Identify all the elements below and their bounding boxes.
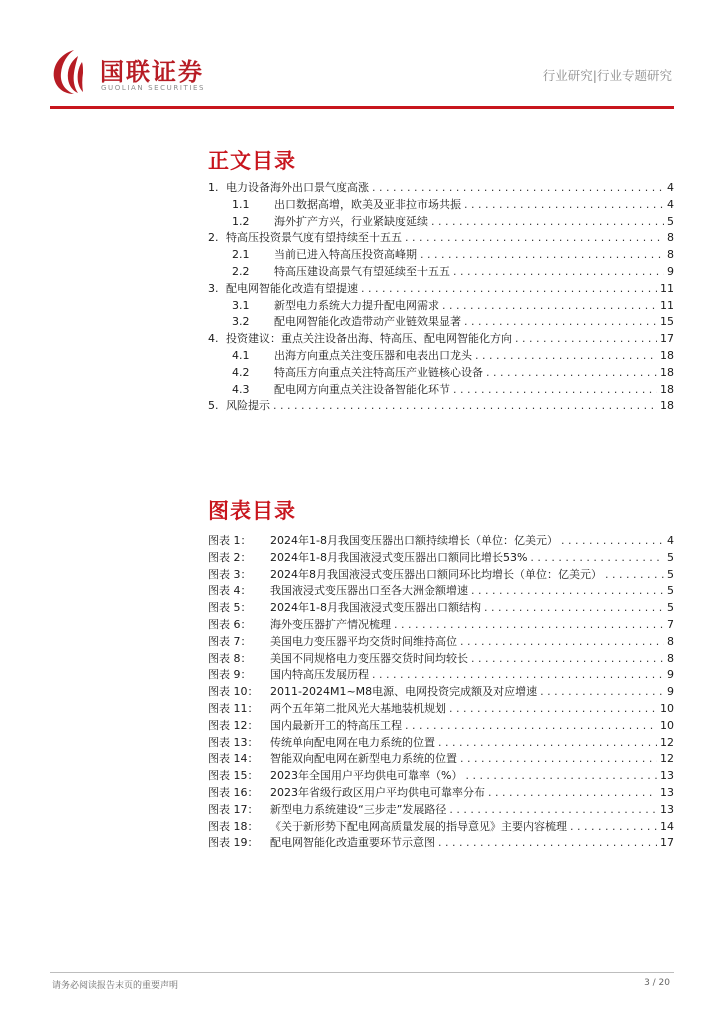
figure-item[interactable] xyxy=(208,684,674,701)
toc-item-number: 5. xyxy=(208,399,219,413)
figure-item-page: 10 xyxy=(660,718,674,732)
figure-item-page: 4 xyxy=(667,534,674,547)
toc-item-number: 1. xyxy=(208,181,219,194)
figure-item-number: 图表 7： xyxy=(208,634,252,648)
toc-item-page: 4 xyxy=(667,181,674,194)
toc-item[interactable] xyxy=(208,298,674,315)
toc-item[interactable] xyxy=(208,264,674,281)
figure-item[interactable] xyxy=(208,701,674,718)
toc-leader xyxy=(431,214,664,231)
figure-item-number: 图表 19： xyxy=(208,836,259,850)
figure-leader xyxy=(471,583,664,600)
toc-item[interactable] xyxy=(208,214,674,231)
toc-item-page: 18 xyxy=(660,382,674,396)
figure-list xyxy=(208,533,674,852)
figure-leader xyxy=(394,617,664,634)
toc-item-number: 2. xyxy=(208,231,219,245)
figure-leader xyxy=(484,600,664,617)
toc-item-number: 4.3 xyxy=(232,382,250,396)
toc-item-title: 出口数据高增，欧美及亚非拉市场共振 xyxy=(274,197,461,211)
toc-item-number: 2.1 xyxy=(232,248,250,262)
toc-item-title: 特高压方向重点关注特高压产业链核心设备 xyxy=(274,365,483,379)
figure-item-title: 国内特高压发展历程 xyxy=(270,668,369,682)
figure-item-number: 图表 2： xyxy=(208,550,252,564)
page-header xyxy=(0,0,724,112)
figure-item[interactable] xyxy=(208,751,674,768)
toc-list xyxy=(208,180,674,415)
toc-title: 正文目录 xyxy=(208,149,296,173)
figure-item-title: 美国不同规格电力变压器交货时间均较长 xyxy=(270,651,468,665)
figure-item-number: 图表 16： xyxy=(208,785,259,799)
figure-item-title: 智能双向配电网在新型电力系统的位置 xyxy=(270,752,457,766)
toc-item-title: 新型电力系统大力提升配电网需求 xyxy=(274,298,439,312)
toc-item-title: 出海方向重点关注变压器和电表出口龙头 xyxy=(274,348,472,362)
toc-item[interactable] xyxy=(208,197,674,214)
figure-item-title: 海外变压器扩产情况梳理 xyxy=(270,617,391,631)
logo-text-cn: 国联证券 xyxy=(100,58,204,86)
figure-item-page: 13 xyxy=(660,785,674,799)
figure-item-number: 图表 10： xyxy=(208,685,259,699)
toc-item-title: 风险提示 xyxy=(226,399,270,413)
figure-item-number: 图表 14： xyxy=(208,752,259,766)
figure-item-title: 《关于新形势下配电网高质量发展的指导意见》主要内容梳理 xyxy=(270,819,567,833)
toc-item-page: 11 xyxy=(660,298,674,312)
figure-leader xyxy=(488,785,657,802)
figure-item-number: 图表 13： xyxy=(208,735,259,749)
toc-item-page: 18 xyxy=(660,399,674,413)
figure-leader xyxy=(561,533,664,550)
toc-item-page: 18 xyxy=(660,365,674,379)
toc-item-title: 特高压投资景气度有望持续至十五五 xyxy=(226,231,402,245)
figure-item-number: 图表 15： xyxy=(208,769,259,783)
figure-leader xyxy=(605,567,664,584)
figure-item-page: 13 xyxy=(660,769,674,783)
figure-item-page: 14 xyxy=(660,819,674,833)
logo-icon xyxy=(48,48,92,96)
toc-item[interactable] xyxy=(208,180,674,197)
figure-item-title: 传统单向配电网在电力系统的位置 xyxy=(270,735,435,749)
report-category: 行业研究|行业专题研究 xyxy=(542,68,672,83)
figure-item-page: 5 xyxy=(667,601,674,615)
toc-item-page: 9 xyxy=(667,264,674,278)
toc-item[interactable] xyxy=(208,331,674,348)
toc-item[interactable] xyxy=(208,398,674,415)
figure-item-number: 图表 5： xyxy=(208,601,252,615)
figure-item-number: 图表 11： xyxy=(208,701,259,715)
footer-divider xyxy=(50,972,674,973)
figure-leader xyxy=(438,735,657,752)
toc-item[interactable] xyxy=(208,365,674,382)
toc-item[interactable] xyxy=(208,247,674,264)
toc-item-number: 4. xyxy=(208,332,219,346)
figure-leader xyxy=(570,819,657,836)
figure-item-page: 13 xyxy=(660,802,674,816)
footer-disclaimer: 请务必阅读报告末页的重要声明 xyxy=(52,981,179,991)
figure-leader xyxy=(465,768,657,785)
figure-item-page: 5 xyxy=(667,550,674,564)
toc-item[interactable] xyxy=(208,382,674,399)
toc-item-page: 18 xyxy=(660,348,674,362)
figure-item-page: 12 xyxy=(660,735,674,749)
figure-item-title: 两个五年第二批风光大基地装机规划 xyxy=(270,701,446,715)
toc-leader xyxy=(273,398,657,415)
figure-item-page: 5 xyxy=(667,584,674,598)
logo-text-en: GUOLIAN SECURITIES xyxy=(101,84,206,92)
toc-leader xyxy=(442,298,657,315)
figure-item-title: 2024年1-8月我国变压器出口额持续增长（单位：亿美元） xyxy=(270,534,558,547)
figure-item[interactable] xyxy=(208,567,674,584)
figure-item-title: 美国电力变压器平均交货时间维持高位 xyxy=(270,634,457,648)
toc-item-title: 配电网智能化改造带动产业链效果显著 xyxy=(274,315,461,329)
toc-item-number: 2.2 xyxy=(232,264,250,278)
figure-item[interactable] xyxy=(208,617,674,634)
figure-item[interactable] xyxy=(208,835,674,852)
toc-item-page: 11 xyxy=(660,281,674,295)
figure-item[interactable] xyxy=(208,735,674,752)
figure-item[interactable] xyxy=(208,667,674,684)
figure-item-page: 17 xyxy=(660,836,674,850)
figure-item-page: 10 xyxy=(660,701,674,715)
figure-item[interactable] xyxy=(208,819,674,836)
figure-item-title: 2024年1-8月我国液浸式变压器出口额同比增长53% xyxy=(270,550,528,564)
figure-item-number: 图表 12： xyxy=(208,718,259,732)
toc-item-page: 5 xyxy=(667,214,674,228)
toc-item-title: 投资建议：重点关注设备出海、特高压、配电网智能化方向 xyxy=(226,332,512,346)
toc-leader xyxy=(515,331,657,348)
toc-leader xyxy=(486,365,657,382)
toc-leader xyxy=(475,348,657,365)
toc-item-page: 8 xyxy=(667,248,674,262)
figure-item-title: 2023年省级行政区用户平均供电可靠率分布 xyxy=(270,785,485,799)
figure-leader xyxy=(530,550,664,567)
toc-item-number: 3.1 xyxy=(232,298,250,312)
figure-item-title: 国内最新开工的特高压工程 xyxy=(270,718,402,732)
figure-leader xyxy=(449,802,657,819)
figure-item[interactable] xyxy=(208,634,674,651)
toc-item-number: 1.2 xyxy=(232,214,250,228)
toc-item-page: 4 xyxy=(667,197,674,211)
toc-item[interactable] xyxy=(208,348,674,365)
toc-item-number: 1.1 xyxy=(232,197,250,211)
figure-list-title: 图表目录 xyxy=(208,499,296,523)
toc-leader xyxy=(453,382,657,399)
toc-item-page: 8 xyxy=(667,231,674,245)
toc-item-title: 海外扩产方兴，行业紧缺度延续 xyxy=(274,214,428,228)
figure-item-number: 图表 4： xyxy=(208,584,252,598)
toc-leader xyxy=(464,197,664,214)
figure-item-page: 12 xyxy=(660,752,674,766)
figure-leader xyxy=(471,651,664,668)
toc-item-title: 配电网智能化改造有望提速 xyxy=(226,281,358,295)
figure-item-page: 9 xyxy=(667,685,674,699)
toc-item-page: 17 xyxy=(660,332,674,346)
figure-item[interactable] xyxy=(208,768,674,785)
toc-item-page: 15 xyxy=(660,315,674,329)
figure-item-page: 5 xyxy=(667,567,674,581)
figure-leader xyxy=(405,718,657,735)
figure-item-page: 8 xyxy=(667,651,674,665)
company-logo xyxy=(48,48,288,104)
figure-item-title: 2023年全国用户平均供电可靠率（%） xyxy=(270,769,463,783)
toc-item-title: 当前已进入特高压投资高峰期 xyxy=(274,248,417,262)
figure-item[interactable] xyxy=(208,802,674,819)
figure-leader xyxy=(540,684,664,701)
toc-item-title: 配电网方向重点关注设备智能化环节 xyxy=(274,382,450,396)
figure-item[interactable] xyxy=(208,583,674,600)
toc-item-title: 电力设备海外出口景气度高涨 xyxy=(226,181,369,194)
toc-leader xyxy=(464,314,657,331)
header-divider xyxy=(50,106,674,109)
toc-item-number: 4.2 xyxy=(232,365,250,379)
toc-leader xyxy=(420,247,664,264)
figure-leader xyxy=(449,701,657,718)
figure-item-number: 图表 6： xyxy=(208,617,252,631)
toc-leader xyxy=(372,180,664,197)
toc-item-title: 特高压建设高景气有望延续至十五五 xyxy=(274,264,450,278)
figure-item[interactable] xyxy=(208,600,674,617)
toc-item-number: 3. xyxy=(208,281,219,295)
figure-leader xyxy=(438,835,657,852)
figure-leader xyxy=(460,634,664,651)
figure-item-title: 2011-2024M1~M8电源、电网投资完成额及对应增速 xyxy=(270,685,538,699)
toc-item[interactable] xyxy=(208,314,674,331)
figure-item-title: 2024年8月我国液浸式变压器出口额同环比均增长（单位：亿美元） xyxy=(270,567,602,581)
figure-item-number: 图表 3： xyxy=(208,567,252,581)
figure-item[interactable] xyxy=(208,550,674,567)
figure-item-page: 9 xyxy=(667,668,674,682)
figure-item-number: 图表 17： xyxy=(208,802,259,816)
figure-item[interactable] xyxy=(208,718,674,735)
toc-leader xyxy=(453,264,664,281)
toc-leader xyxy=(361,281,657,298)
figure-item-page: 8 xyxy=(667,634,674,648)
figure-item-title: 配电网智能化改造重要环节示意图 xyxy=(270,836,435,850)
figure-item-number: 图表 1： xyxy=(208,534,252,547)
toc-item[interactable] xyxy=(208,281,674,298)
toc-item-number: 3.2 xyxy=(232,315,250,329)
toc-leader xyxy=(405,230,664,247)
figure-item-number: 图表 8： xyxy=(208,651,252,665)
page-number: 3 / 20 xyxy=(644,978,670,988)
figure-item-page: 7 xyxy=(667,617,674,631)
toc-item[interactable] xyxy=(208,230,674,247)
figure-item-title: 新型电力系统建设“三步走”发展路径 xyxy=(270,802,447,816)
figure-item-title: 2024年1-8月我国液浸式变压器出口额结构 xyxy=(270,601,481,615)
figure-leader xyxy=(460,751,657,768)
figure-item-title: 我国液浸式变压器出口至各大洲金额增速 xyxy=(270,584,468,598)
toc-item-number: 4.1 xyxy=(232,348,250,362)
figure-item[interactable] xyxy=(208,785,674,802)
figure-item[interactable] xyxy=(208,651,674,668)
figure-item-number: 图表 9： xyxy=(208,668,252,682)
figure-item-number: 图表 18： xyxy=(208,819,259,833)
figure-leader xyxy=(372,667,664,684)
figure-item[interactable] xyxy=(208,533,674,550)
